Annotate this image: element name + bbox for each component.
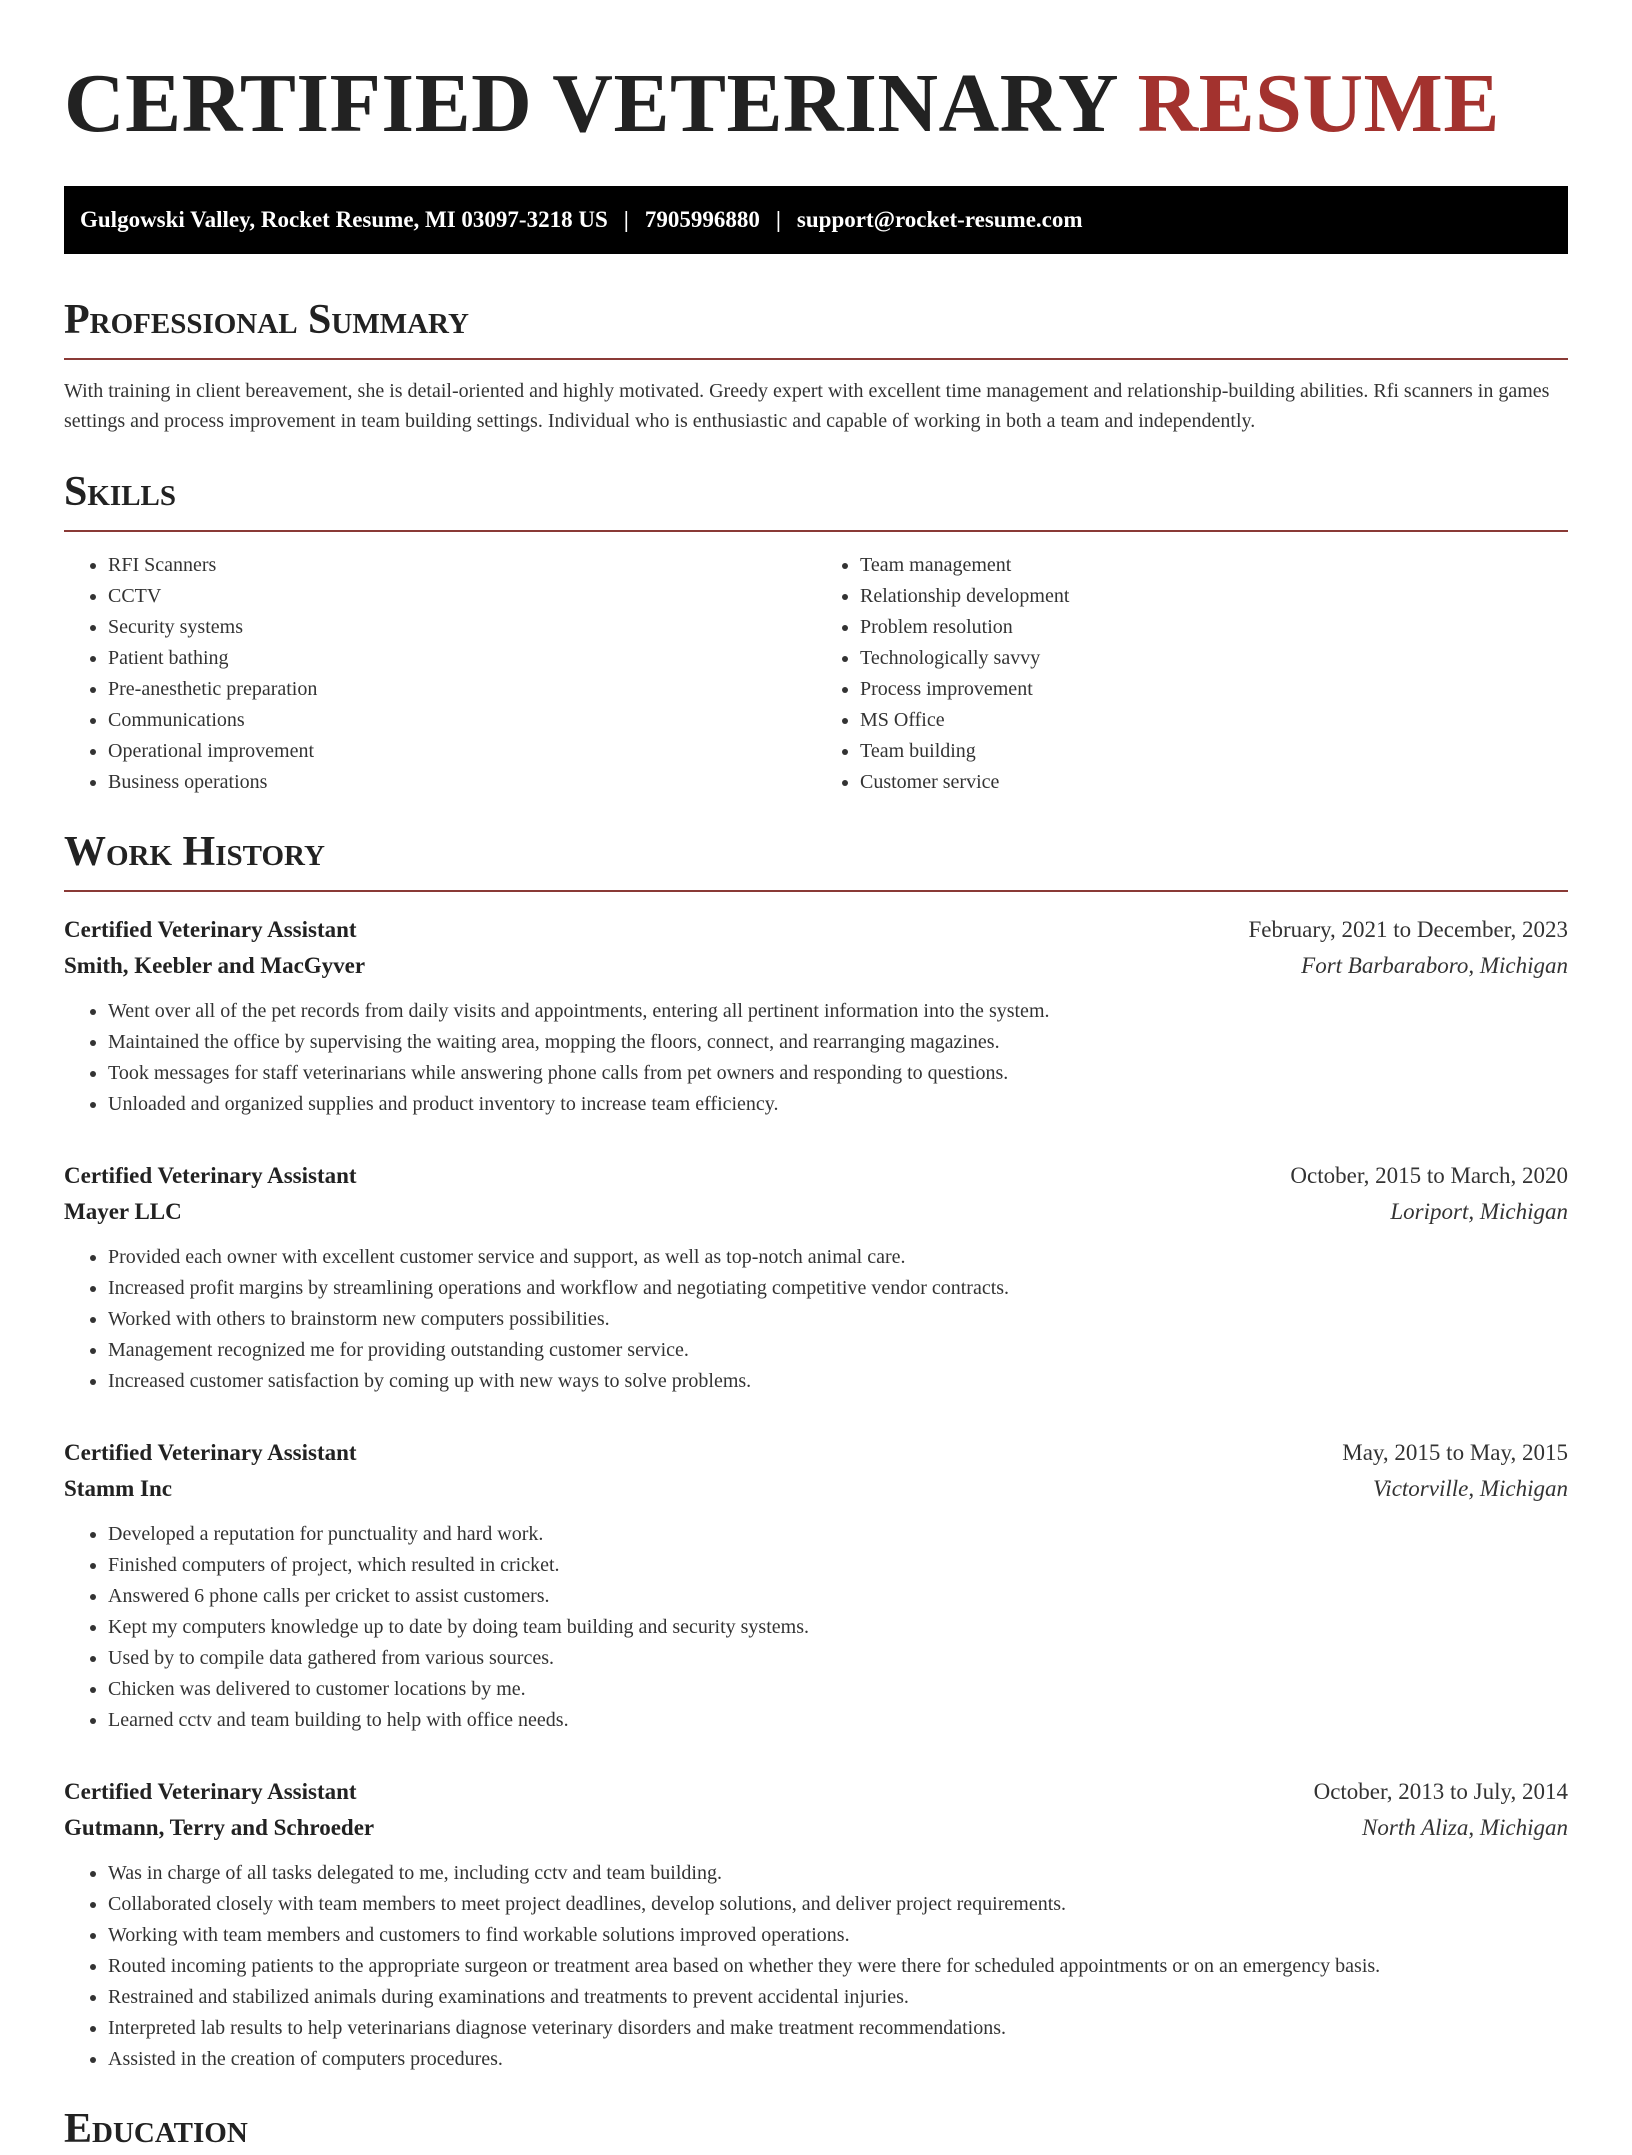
title-accent: RESUME xyxy=(1137,57,1500,150)
skills-section xyxy=(64,466,1568,798)
section-divider xyxy=(64,890,1568,892)
skill-item: • Business operations xyxy=(108,767,816,798)
job-entry xyxy=(64,912,1568,1120)
duty-item: • Finished computers of project, which resulted in cricket. xyxy=(108,1550,1568,1581)
skill-item: • Technologically savvy xyxy=(860,643,1568,674)
duty-item: • Developed a reputation for punctuality and hard work. xyxy=(108,1519,1568,1550)
section-divider xyxy=(64,358,1568,360)
job-location: Fort Barbaraboro, Michigan xyxy=(1301,953,1568,978)
section-divider xyxy=(64,530,1568,532)
skill-item: • Process improvement xyxy=(860,674,1568,705)
duty-item: • Assisted in the creation of computers procedures. xyxy=(108,2044,1568,2075)
duty-item: • Took messages for staff veterinarians while answering phone calls from pet owners and responding to questions. xyxy=(108,1058,1568,1089)
duty-item: • Increased profit margins by streamlining operations and workflow and negotiating competitive vendor contracts. xyxy=(108,1273,1568,1304)
contact-separator: | xyxy=(775,207,781,232)
work-history-section xyxy=(64,826,1568,2075)
job-title: Certified Veterinary Assistant xyxy=(64,1779,357,1804)
skill-item: • RFI Scanners xyxy=(108,550,816,581)
duty-item: • Was in charge of all tasks delegated to me, including cctv and team building. xyxy=(108,1858,1568,1889)
contact-separator: | xyxy=(623,207,629,232)
duty-item: • Learned cctv and team building to help with office needs. xyxy=(108,1705,1568,1736)
job-dates: May, 2015 to May, 2015 xyxy=(1342,1440,1568,1465)
skill-item: • Communications xyxy=(108,705,816,736)
job-location: Loriport, Michigan xyxy=(1390,1199,1568,1224)
job-company: Smith, Keebler and MacGyver xyxy=(64,953,366,978)
duty-item: • Provided each owner with excellent customer service and support, as well as top-notch animal care. xyxy=(108,1242,1568,1273)
skill-item: • Customer service xyxy=(860,767,1568,798)
job-location: North Aliza, Michigan xyxy=(1362,1815,1568,1840)
skill-item: • MS Office xyxy=(860,705,1568,736)
section-title-education: Education xyxy=(64,2106,248,2152)
title-main: CERTIFIED VETERINARY xyxy=(64,57,1116,150)
duty-item: • Increased customer satisfaction by coming up with new ways to solve problems. xyxy=(108,1366,1568,1397)
education-section xyxy=(64,2103,1568,2155)
duty-item: • Worked with others to brainstorm new computers possibilities. xyxy=(108,1304,1568,1335)
skills-list-left xyxy=(64,550,816,798)
job-dates: October, 2013 to July, 2014 xyxy=(1313,1779,1568,1804)
resume-title xyxy=(64,56,1568,152)
skill-item: • Relationship development xyxy=(860,581,1568,612)
duty-item: • Used by to compile data gathered from various sources. xyxy=(108,1643,1568,1674)
job-duties xyxy=(64,996,1568,1120)
duty-item: • Maintained the office by supervising the waiting area, mopping the floors, connect, and rearranging magazines. xyxy=(108,1027,1568,1058)
duty-item: • Unloaded and organized supplies and product inventory to increase team efficiency. xyxy=(108,1089,1568,1120)
skill-item: • CCTV xyxy=(108,581,816,612)
contact-bar xyxy=(64,186,1568,254)
job-title: Certified Veterinary Assistant xyxy=(64,1440,357,1465)
contact-email: support@rocket-resume.com xyxy=(796,207,1083,232)
section-title-work-history: Work History xyxy=(64,829,325,875)
duty-item: • Went over all of the pet records from daily visits and appointments, entering all pertinent information into the system. xyxy=(108,996,1568,1027)
skill-item: • Problem resolution xyxy=(860,612,1568,643)
job-company: Gutmann, Terry and Schroeder xyxy=(64,1815,375,1840)
job-duties xyxy=(64,1242,1568,1397)
job-duties xyxy=(64,1858,1568,2075)
job-entry xyxy=(64,1435,1568,1736)
job-company: Stamm Inc xyxy=(64,1476,172,1501)
duty-item: • Answered 6 phone calls per cricket to assist customers. xyxy=(108,1581,1568,1612)
skills-list-right xyxy=(816,550,1568,798)
job-duties xyxy=(64,1519,1568,1736)
job-entry xyxy=(64,1774,1568,2075)
duty-item: • Interpreted lab results to help veterinarians diagnose veterinary disorders and make treatment recommendations. xyxy=(108,2013,1568,2044)
job-title: Certified Veterinary Assistant xyxy=(64,1163,357,1188)
job-company: Mayer LLC xyxy=(64,1199,182,1224)
professional-summary-section xyxy=(64,294,1568,436)
duty-item: • Routed incoming patients to the appropriate surgeon or treatment area based on whether they were there for scheduled appointments or on an emergency basis. xyxy=(108,1951,1568,1982)
contact-phone: 7905996880 xyxy=(644,207,760,232)
skill-item: • Team building xyxy=(860,736,1568,767)
job-entry xyxy=(64,1158,1568,1397)
job-location: Victorville, Michigan xyxy=(1372,1476,1568,1501)
job-title: Certified Veterinary Assistant xyxy=(64,917,357,942)
skill-item: • Security systems xyxy=(108,612,816,643)
section-title-skills: Skills xyxy=(64,469,177,515)
job-dates: February, 2021 to December, 2023 xyxy=(1248,917,1568,942)
skill-item: • Team management xyxy=(860,550,1568,581)
duty-item: • Restrained and stabilized animals during examinations and treatments to prevent accidental injuries. xyxy=(108,1982,1568,2013)
contact-address: Gulgowski Valley, Rocket Resume, MI 03097-3218 US xyxy=(80,207,608,232)
skill-item: • Operational improvement xyxy=(108,736,816,767)
job-dates: October, 2015 to March, 2020 xyxy=(1290,1163,1568,1188)
duty-item: • Management recognized me for providing outstanding customer service. xyxy=(108,1335,1568,1366)
summary-text: With training in client bereavement, she is detail-oriented and highly motivated. Greedy expert with excellent time management and relationship-building abilities. Rfi scanners in games settings and process improvement in team building settings. Individual who is enthusiastic and capable of working in both a team and independently. xyxy=(64,380,1550,432)
duty-item: • Chicken was delivered to customer locations by me. xyxy=(108,1674,1568,1705)
duty-item: • Kept my computers knowledge up to date by doing team building and security systems. xyxy=(108,1612,1568,1643)
section-title-summary: Professional Summary xyxy=(64,297,469,343)
duty-item: • Working with team members and customers to find workable solutions improved operations. xyxy=(108,1920,1568,1951)
duty-item: • Collaborated closely with team members to meet project deadlines, develop solutions, and deliver project requirements. xyxy=(108,1889,1568,1920)
skill-item: • Patient bathing xyxy=(108,643,816,674)
skill-item: • Pre-anesthetic preparation xyxy=(108,674,816,705)
skills-grid xyxy=(64,550,1568,798)
